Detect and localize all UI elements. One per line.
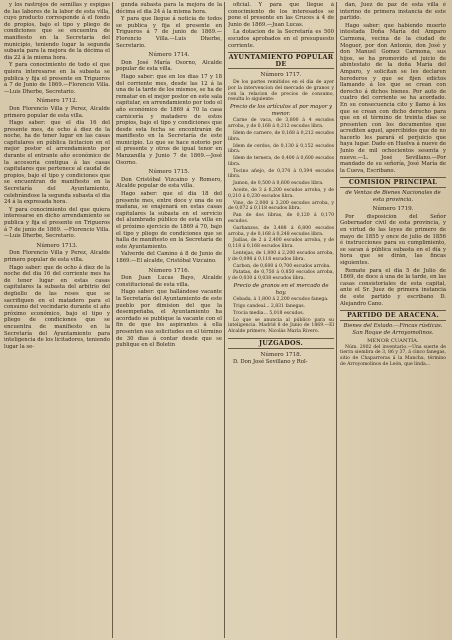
subheading: MENOR CUANTÍA. [367,337,419,344]
paragraph: Don Florencio Villa y Perez, Alcalde primero popular de esta villa. [4,105,110,119]
price-line: Pan de dos libras, de 0,120 á 0,170 escudos. [228,213,334,225]
paragraph: De los partes remitidos en el dia de ayer por la intervencion del mercado de granos y con la relacion de precios de consumo, resulta lo siguiente: [228,79,334,103]
paragraph: D. Don José Sevillano y Rol- [233,359,308,366]
paragraph: Por disposicion del Señor Gobernador civil de esta provincia, y en virtud de las leyes de primero de mayo de 1855 y once de julio de 1856 é instrucciones para su cumplimiento, se sacan á pública subasta en el día y hora que se dirán, las fincas siguientes. [340,213,446,266]
price-line: Carne de vaca, de 3,800 á 4 escudos arroba, y de 0,168 á 0,212 escudos libra. [228,118,334,130]
subheading: Precio de los artículos al por mayor y menor. [229,104,333,117]
section-heading: AYUNTAMIENTO POPULAR DE [228,53,334,68]
subheading: de Ventas de Bienes Nacionales de esta provincia. [345,190,441,203]
paragraph: La dotacion de la Secretaría es 500 escudos aprobados en el presupuesto corriente. [228,29,334,49]
price-line: Judías, de 2 á 2,400 escudos arroba, y de 0,118 á 0,168 escudos libra. [228,238,334,250]
subheading: Precio de granos en el mercado de hoy. [233,283,329,296]
paragraph: Hago saber: que el dia 16 del presente mes, de ocho á diez de la noche, ha de tener lugar en las casas capitulares en pública licitacion en el mejor postor el arrendamiento por durante el entrante año económico de la accesoria contigua á las casas capitulares que pertenece al caudal de propios, bajo el tipo y condiciones que se encuentran de manifiesto en la Secretaría del Ayuntamiento, celebrándose la segunda subasta el dia 24 á la expresada hora. [4,120,110,206]
paragraph: Don José María Osorno, Alcalde popular de esta villa. [116,59,222,73]
notice-number: Número 1718. [260,351,302,358]
notice-number: Número 1713. [36,242,78,249]
price-line: Lentejas, de 1,800 á 2,200 escudos arroba, y de 0,098 á 0,118 escudos libra. [228,251,334,262]
paragraph: Valverde del Camino á 8 de Junio de 1869.—El alcalde, Cristóbal Vizcaino. [116,251,222,264]
price-line: Trocia media... 5,018 escudos. [233,310,305,316]
subheading: San Roque de Arroyomolinos. [352,330,434,337]
paragraph: Hago saber: que el dia 18 del presente mes, entre doce y una de su mañana, se enajenará en estas casas capitulares la subasta en el servicio del alumbrado público de esta villa en el próximo ejercicio de 1869 á 70, bajo el tipo y pliego de condiciones que se halla de manifiesto en la Secretaría de este Ayuntamiento. [116,191,222,250]
price-line: Vino, de 2,000 á 3,200 escudos arroba, y de 0,072 á 0,118 escudos libra. [228,200,334,212]
column-1 [4,2,113,638]
paragraph: y los rastrojos de semillas y espigas de las labores de la labor de esta villa, cuyo producto corresponde á el fondo de propios, bajo el tipo y pliego de condiciones que se encuentra de manifiesto en la Secretaría del municipio, teniendo lugar la segunda subasta para la mejora de la décima el dia 22 á la misma hora. [4,2,110,61]
paragraph: Don Cristóbal Vizcaino y Romero, Alcalde popular de esta villa. [116,176,222,190]
price-line: Cebada, á 1,800 á 2,200 escudos fanega. [233,297,329,303]
notice-number: Número 1714. [148,52,190,59]
price-line: Jamon, de 0,500 á 0,600 escudos libra. [233,181,324,187]
paragraph: oficial. Y para que llegue á conocimiento de los interesados se pone el presente en las Cruces á 4 de Junio de 1869.—Juan Lucas. [228,2,334,28]
price-line: Carbon, de 0,600 á 0,700 escudos arroba. [233,263,331,269]
price-line: Trigo candeal... 2,831 fanegas. [233,304,306,310]
notice-number: Número 1712. [36,98,78,105]
paragraph: Núm. 2002 del inventario.—Una suerte de tierra siembra de 3, 86 y 37, á cinco fanegas, sitio de Chaparreras á la Mancha, término de Arroyomolinos de León, que linda... [340,344,446,367]
price-line: Idem de carnero, de 0,168 á 0,212 escudos libra. [228,130,334,142]
section-heading: JUZGADOS. [228,338,334,349]
price-line: Garbanzos, de 3,488 á 6,800 escudos arroba, y de 0,168 á 0,248 escudos libra. [228,225,334,237]
notice-number: Número 1716. [148,267,190,274]
paragraph: Don Florencio Villa y Perez, Alcalde primero popular de esta villa. [4,250,110,263]
paragraph: dan, Juez de paz de esta villa é interino de primera instancia de este partido. [340,2,446,22]
price-line: Idem de ternera, de 0,400 á 0,600 escudos libra. [228,156,334,167]
column-3 [228,2,337,638]
paragraph: Lo que se anuncia al público para su inteligencia. Madrid 8 de Junio de 1869.—El Alcalde primero, Nicolás María Rivero. [228,317,334,335]
section-heading: PARTIDO DE ARACENA. [340,310,446,321]
price-line: Idem de cerdos, de 0,130 á 0,152 escudos libra. [228,143,334,155]
price-line: Tocino añejo, de 0,370 á 0,394 escudos libra. [228,168,334,180]
price-line: Patatas, de 0,750 á 0,850 escudos arroba, y de 0,030 á 0,038 escudos libra. [228,270,334,282]
section-heading: COMISION PRINCIPAL [340,177,446,188]
paragraph: Hago saber: que hallándose vacante la Secretaría del Ayuntamiento de este pueblo por dimision del que la desempeñaba, el Ayuntamiento ha acordado se publique la vacante con el fin de que los aspirantes á ella presenten sus solicitudes en el término de 30 dias á contar desde que se publique en el Boletin [116,289,222,349]
paragraph: Y para conocimiento del que quiera interesarse en dicho arrendamiento se publica y fija el presente en Trigueros á 7 de junio de 1869. —Florencio Villa.—Luis Dherbe, Secretario. [4,206,110,240]
paragraph: Y para conocimiento de todo el que quiera interesarse en la subasta se publica y fija el presente en Trigueros á 7 de Junio de 1869.—Florencio Villa.—Luis Dherbe, Secretario. [4,62,110,95]
paragraph: gunda subasta para la mejora de la décima el dia 24 á la misma hora. [116,2,222,15]
paragraph: Don Juan Lucas Bayo, Alcalde constitucional de esta villa. [116,275,222,288]
notice-number: Número 1719. [372,206,414,213]
notice-number: Número 1717. [260,72,302,79]
paragraph: Remate para el dia 5 de Julio de 1869, de doce á una de la tarde, en las casas consistoriales de esta capital, ante el Sr. Juez de primera instancia de este partido y escribano D. Alejandro Cano. [340,267,446,307]
paragraph: Y para que llegue á noticia de todos se publica y fija el presente en Trigueros á 7 de junio de 1869.—Florencio Villa.—Luis Dherbe, Secretario. [116,16,222,49]
notice-number: Número 1715. [148,169,190,176]
price-line: Aceite, de 3 á 6,200 escudos arroba, y de 0,210 á 0,230 escudos libra. [228,188,334,199]
paragraph: Hago saber: que habiendo muerto intestada Doña María del Amparo Carmona, vecina de la ciudad de Moguer, por don Antonio, don José y don Manuel Gomez Carmona, sus hijos, se ha promovido el juicio de abintestato de la doña María del Amparo, y solicitan se les declaren herederos y que se fijen edictos llamando á los que se crean con derecho á dichos bienes. Por auto de cuatro del corriente se ha acordado. En su consecuencia cito y llamo á los que se crean con dicho derecho para que en el término de treinta dias se presenten con los documentos que acrediten aquel, apercibidos que de no hacerlo les parará el perjuicio que haya lugar. Dado en Huelva á nueve de Junio de mil ochocientos sesenta y nueve.—L. José Sevillano.—Por mandado de su señoría, José María de la Cueva, Escribano. [340,22,446,174]
subheading: Bienes del Estado.—Fincas rústicas. [343,322,443,329]
column-4 [340,2,448,638]
paragraph: Hago saber: que en los dias 17 y 18 del corriente mes, desde las 12 á la una de la tarde de los mismos, se ha de rematar en el mejor postor en este sala capitular, en arrendamiento por todo el año económico de 1869 á 70 la casa carnicería y matadero de estos propios, bajo el tipo y condiciones que desde esta fecha se encontrarán de manifiesto en la Secretaría de este municipio. Lo que se hace notorio por el presente y otros de igual tenor en Manzanilla y Junio 7 de 1869.—José Osorno. [116,73,222,166]
column-2 [116,2,225,638]
paragraph: Hago saber: que de ocho á diez de la noche del dia 16 del corriente mes ha de tener lugar en estas casas capitulares la subasta del arbitrio del degüello de las reses que se sacrifiquen en el matadero para el consumo del vecindario durante el año próximo económico, bajo el tipo y pliego de condiciones que se encuentra de manifiesto en la Secretaría del Ayuntamiento para inteligencia de los licitadores, teniendo lugar la se- [4,264,110,350]
